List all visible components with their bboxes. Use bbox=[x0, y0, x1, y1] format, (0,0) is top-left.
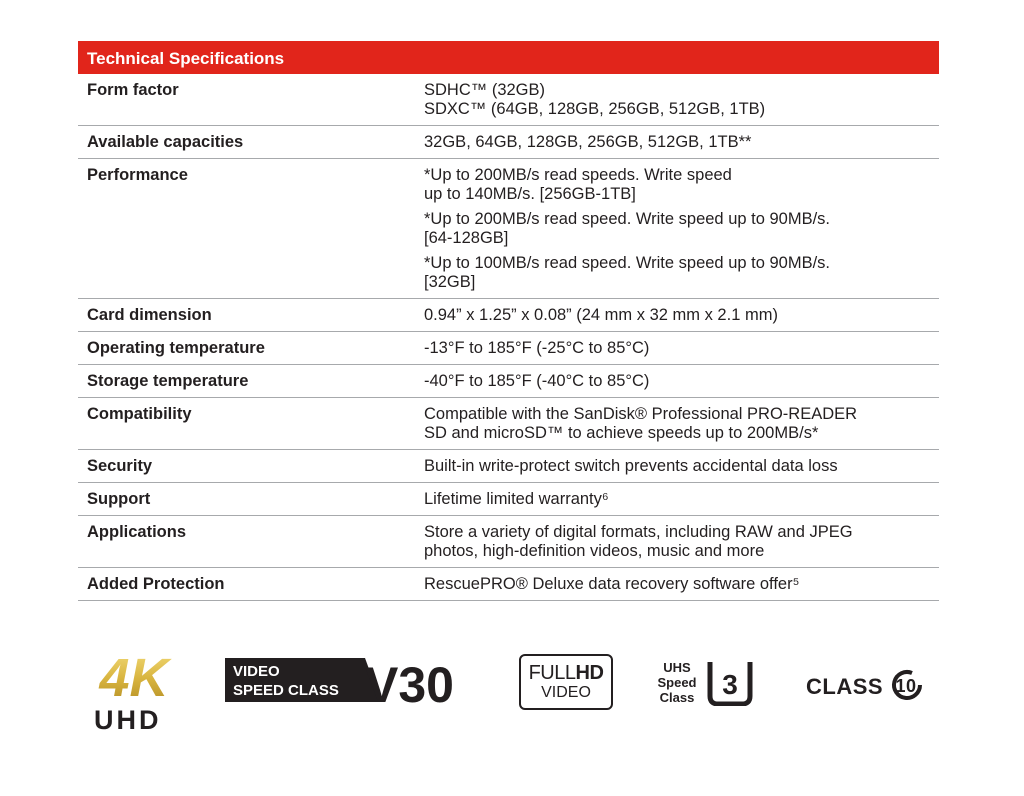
spec-value-line: [64-128GB] bbox=[424, 229, 509, 247]
spec-label: Support bbox=[87, 490, 151, 508]
spec-row bbox=[78, 74, 939, 126]
spec-value-line: Built-in write-protect switch prevents accidental data loss bbox=[424, 457, 838, 475]
v30-mark: V30 bbox=[365, 657, 454, 710]
u3-number: 3 bbox=[722, 669, 738, 700]
4k-text: 4K bbox=[99, 650, 169, 702]
uhs-line2: Speed bbox=[657, 675, 697, 690]
4k-icon bbox=[79, 650, 189, 702]
video-speed-line1: VIDEO bbox=[233, 663, 280, 680]
spec-label: Storage temperature bbox=[87, 372, 249, 390]
spec-row bbox=[78, 365, 939, 398]
spec-row bbox=[78, 483, 939, 516]
class-10-circle-icon bbox=[890, 668, 924, 702]
spec-value bbox=[424, 405, 939, 443]
spec-rows bbox=[78, 74, 939, 601]
spec-value-line: -40°F to 185°F (-40°C to 85°C) bbox=[424, 372, 650, 390]
spec-value-line: Store a variety of digital formats, including RAW and JPEG bbox=[424, 523, 853, 541]
spec-row bbox=[78, 159, 939, 299]
spec-label: Added Protection bbox=[87, 575, 225, 593]
video-speed-line2: SPEED CLASS bbox=[233, 682, 339, 699]
spec-value bbox=[424, 490, 939, 509]
spec-row bbox=[78, 332, 939, 365]
spec-row bbox=[78, 126, 939, 159]
spec-table bbox=[78, 41, 939, 601]
spec-label: Card dimension bbox=[87, 306, 212, 324]
spec-value bbox=[424, 523, 939, 561]
v30-icon bbox=[223, 654, 471, 710]
spec-value-line: *Up to 200MB/s read speeds. Write speed bbox=[424, 166, 732, 184]
uhd-text: UHD bbox=[94, 705, 162, 735]
spec-value-paragraph bbox=[424, 254, 939, 292]
spec-value bbox=[424, 339, 939, 358]
spec-value-paragraph bbox=[424, 210, 939, 248]
spec-value-line: RescuePRO® Deluxe data recovery software offer⁵ bbox=[424, 575, 800, 593]
spec-value-line: *Up to 200MB/s read speed. Write speed up to 90MB/s. bbox=[424, 210, 830, 228]
class-10-number: 10 bbox=[895, 676, 917, 696]
spec-value bbox=[424, 457, 939, 476]
video-speed-class-logo bbox=[223, 654, 471, 715]
spec-value-line: -13°F to 185°F (-25°C to 85°C) bbox=[424, 339, 650, 357]
spec-value-line: 32GB, 64GB, 128GB, 256GB, 512GB, 1TB** bbox=[424, 133, 752, 151]
spec-label: Operating temperature bbox=[87, 339, 265, 357]
spec-row bbox=[78, 568, 939, 601]
full-hd-video-logo bbox=[519, 654, 613, 710]
spec-value-line: Lifetime limited warranty⁶ bbox=[424, 490, 609, 508]
spec-row bbox=[78, 299, 939, 332]
spec-label: Security bbox=[87, 457, 153, 475]
uhs-line3: Class bbox=[659, 690, 695, 705]
spec-value bbox=[424, 306, 939, 325]
spec-value bbox=[424, 372, 939, 391]
spec-value-line: 0.94” x 1.25” x 0.08” (24 mm x 32 mm x 2.1 mm) bbox=[424, 306, 778, 324]
spec-row bbox=[78, 450, 939, 483]
spec-value bbox=[424, 133, 939, 152]
spec-label: Applications bbox=[87, 523, 187, 541]
spec-row bbox=[78, 516, 939, 568]
spec-value-line: up to 140MB/s. [256GB-1TB] bbox=[424, 185, 636, 203]
spec-value bbox=[424, 81, 939, 119]
spec-value-line: SDHC™ (32GB) bbox=[424, 81, 546, 99]
class-10-logo bbox=[806, 668, 924, 702]
spec-label: Available capacities bbox=[87, 133, 244, 151]
spec-value bbox=[424, 575, 939, 594]
uhs-line1: UHS bbox=[663, 660, 691, 675]
spec-value bbox=[424, 166, 939, 292]
spec-label: Form factor bbox=[87, 81, 179, 99]
4k-uhd-logo bbox=[79, 650, 189, 735]
certification-logos bbox=[0, 640, 1024, 740]
spec-table-title: Technical Specifications bbox=[78, 41, 939, 74]
uhs-label bbox=[650, 660, 704, 705]
hd-text: HD bbox=[575, 662, 604, 684]
spec-value-line: *Up to 100MB/s read speed. Write speed up to 90MB/s. bbox=[424, 254, 830, 272]
spec-label: Compatibility bbox=[87, 405, 192, 423]
spec-value-line: photos, high-definition videos, music and more bbox=[424, 542, 765, 560]
full-text: FULL bbox=[528, 662, 576, 684]
spec-row bbox=[78, 398, 939, 450]
class-text: CLASS bbox=[806, 674, 884, 699]
spec-value-line: SDXC™ (64GB, 128GB, 256GB, 512GB, 1TB) bbox=[424, 100, 766, 118]
video-text: VIDEO bbox=[541, 684, 591, 701]
spec-value-line: SD and microSD™ to achieve speeds up to 200MB/s* bbox=[424, 424, 819, 442]
spec-value-line: Compatible with the SanDisk® Professional PRO-READER bbox=[424, 405, 858, 423]
spec-value-line: [32GB] bbox=[424, 273, 476, 291]
spec-label: Performance bbox=[87, 166, 188, 184]
spec-value-paragraph bbox=[424, 166, 939, 204]
u3-icon bbox=[706, 660, 754, 706]
